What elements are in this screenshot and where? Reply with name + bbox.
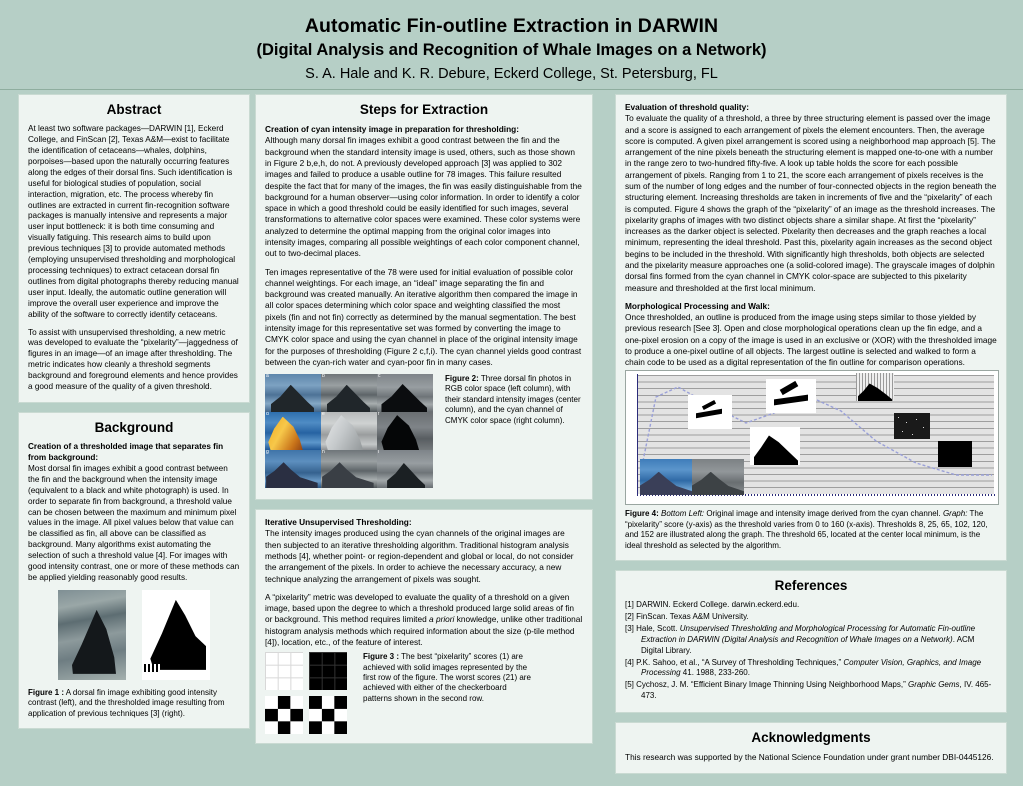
reference-text-a: Hale, Scott. xyxy=(636,623,680,633)
abstract-heading: Abstract xyxy=(106,102,162,117)
reference-text-b: . ACM Digital Library. xyxy=(641,634,975,655)
left-column xyxy=(18,94,250,738)
reference-text-italic: Computer Vision, Graphics, and Image Processing xyxy=(641,657,982,678)
reference-item xyxy=(625,624,997,657)
figure-4-label: Figure 4: xyxy=(625,509,659,519)
iterative-p2-italic: a priori xyxy=(429,614,455,625)
figure-4-cap-part-b: The “pixelarity” score (y-axis) as the threshold varies from 0 to 160 (x-axis). Thresholds 8, 25, 65, 102, 120, and 152 are illustrated along the graph. The threshold 65, located at the center local minimum, is the ideal threshold as selected by the algorithm. xyxy=(625,509,988,550)
iterative-p2-part-b: knowledge, unlike other traditional histogram analysis methods which required information about the size (p-tile method [4]), location, etc., of the feature of interest. xyxy=(265,614,583,647)
references-list xyxy=(625,600,997,702)
fin-shape xyxy=(266,462,318,488)
reference-number: [4] xyxy=(625,657,634,667)
fin-shape xyxy=(387,463,425,488)
figure-2-image-grid xyxy=(265,374,433,488)
threshold-thumb-8 xyxy=(688,395,732,429)
fig2-cell-f xyxy=(377,412,433,450)
reference-item xyxy=(625,658,997,680)
figure-4-intensity-image xyxy=(692,459,744,495)
fig2-cell-b xyxy=(321,374,377,412)
iterative-paragraph-2 xyxy=(265,592,583,648)
reference-text-a: P.K. Sahoo, et al., “A Survey of Thresholding Techniques,” xyxy=(636,657,844,667)
fig2-cell-label-c: c xyxy=(378,374,381,380)
reference-text-b: , IV. 465-473. xyxy=(641,680,992,701)
reference-number: [3] xyxy=(625,623,634,633)
figure-2-label: Figure 2: xyxy=(445,374,479,384)
background-panel xyxy=(18,412,250,729)
fin-shape xyxy=(692,472,744,496)
threshold-thumb-120 xyxy=(894,413,930,439)
fin-silhouette xyxy=(72,610,116,674)
figure-1-label: Figure 1 : xyxy=(28,687,65,697)
fig2-cell-label-f: f xyxy=(378,412,380,418)
fin-shape xyxy=(381,415,420,450)
reference-number: [5] xyxy=(625,680,634,690)
fig2-cell-e xyxy=(321,412,380,450)
fin-shape xyxy=(325,415,364,450)
morphological-subheading: Morphological Processing and Walk: xyxy=(625,300,770,311)
reference-item xyxy=(625,612,997,623)
evaluation-panel xyxy=(615,94,1007,561)
steps-panel xyxy=(255,94,593,500)
fin-shape xyxy=(381,384,427,412)
fig2-cell-a xyxy=(265,374,321,412)
figure-4-cap-italic-2: Graph: xyxy=(942,509,968,519)
fin-shape xyxy=(268,417,304,450)
figure-4-caption xyxy=(625,509,997,551)
dorsal-fin-photo-original xyxy=(58,590,126,680)
fig2-cell-label-i: i xyxy=(378,450,380,456)
threshold-noise xyxy=(144,664,160,672)
iterative-subheading: Iterative Unsupervised Thresholding: xyxy=(265,517,412,528)
pixelarity-solid-black xyxy=(309,652,347,690)
abstract-paragraph-1: At least two software packages—DARWIN [1], Eckerd College, and FinScan [2], Texas A&M—exist to facilitate the identification of cetaceans—whales, dolphins, porpoises—based upon the naturally occurring features along the edges of their dorsal fins. Such identification is useful for biological studies of population, social interaction, migration, etc. The process whereby fin outlines are extracted in current fin-recognition software packages is manually intensive and represents a major user input bottleneck: it is both time consuming and visually fatiguing. This research aims to build upon previous techniques [3] to provide automated methods (employing unsupervised thresholding and morphological processing techniques) to extract cetacean dorsal fin outlines from digital photographs thereby reducing manual user input. Ideally, the automatic outline generation will improve the overall user experience and improve the ability of the software to correctly identify cetaceans. xyxy=(28,124,239,319)
fig2-cell-label-d: d xyxy=(266,412,269,418)
threshold-thumb-152 xyxy=(938,441,972,467)
reference-text-a: FinScan. Texas A&M University. xyxy=(636,612,749,622)
acknowledgments-heading: Acknowledgments xyxy=(751,730,871,746)
fig2-cell-label-a: a xyxy=(266,374,269,380)
morphological-paragraph-1: Once thresholded, an outline is produced from the image using steps similar to those yielded by previous research [See 3]. Open and close morphological operations clean up the fin edge, and a one-pixel erosion on a copy of the image is used in an exclusive or (XOR) with the thresholded image to produce a one-pixel outline of all objects. The largest outline is selected and walked to form a chain code to be used as a digital representation of the fin outline for comparison operations. xyxy=(625,312,997,368)
header-divider xyxy=(0,89,1023,90)
reference-number: [2] xyxy=(625,612,634,622)
pixelarity-checkerboard-b xyxy=(309,696,347,734)
figure-1-caption-text: A dorsal fin image exhibiting good intensity contrast (left), and the thresholded image resulting from application of previous techniques [3] (right). xyxy=(28,687,225,718)
dorsal-fin-thresholded xyxy=(142,590,210,680)
reference-text-italic: Graphic Gems xyxy=(907,680,960,690)
references-heading: References xyxy=(774,578,848,594)
iterative-thresholding-panel xyxy=(255,509,593,744)
fin-shape xyxy=(271,385,315,412)
steps-heading: Steps for Extraction xyxy=(359,102,489,117)
pixelarity-checkerboard-a xyxy=(265,696,303,734)
reference-text-italic: Unsupervised Thresholding and Morphological Processing for Automatic Fin-outline Extraction in DARWIN (Digital Analysis and Recognition of Whale Images on a Network) xyxy=(641,623,976,644)
poster-header xyxy=(0,0,1023,88)
figure-4-original-image xyxy=(640,459,692,495)
page-title: Automatic Fin-outline Extraction in DARWIN xyxy=(304,15,719,37)
background-heading: Background xyxy=(94,419,174,435)
background-paragraph-1: Most dorsal fin images exhibit a good contrast between the fin and the background when the intensity image (equivalent to a black and white photograph) is used. In order to separate fin from background, a threshold value can be chosen between the maximum and minimum pixel values in the image. All pixel values below that value can be classified as fin, all above can be classified as background. Many algorithms exist automating the selection of such a threshold value [4]. For images with good intensity contrast, one or more of these methods can be applied yielding reasonably good results. xyxy=(28,463,240,582)
fin-shape xyxy=(327,385,371,412)
reference-text-a: DARWIN. Eckerd College. darwin.eckerd.edu. xyxy=(636,600,800,610)
fin-shape xyxy=(640,472,692,496)
fig2-cell-c xyxy=(377,374,433,412)
steps-subheading: Creation of cyan intensity image in preparation for thresholding: xyxy=(265,124,520,135)
fig2-cell-g xyxy=(265,450,321,488)
steps-paragraph-2: Ten images representative of the 78 were used for initial evaluation of possible color channel weightings. For each image, an “ideal” image separating the fin and background was created manually. An iterative algorithm then compared the image in all color spaces determining which color space and weighting classified the most pixels (fin and not fin) correctly as determined by the manual segmentation. The best intensity image for this representative set was formed by converting the image to CMYK color space and using the cyan channel in place of the original intensity image for the purposes of thresholding (Figure 2 c,f,i). The cyan channel yields good contrast between the cyan-rich water and cyan-poor fin in many cases. xyxy=(265,266,582,367)
fin-shape xyxy=(322,462,374,488)
figure-1-caption xyxy=(28,688,240,719)
pixelarity-solid-white xyxy=(265,652,303,690)
figure-3-caption-text: The best “pixelarity” scores (1) are achieved with solid images represented by the first row of the figure. The worst scores (21) are achieved with either of the checkerboard patterns shown in the second row. xyxy=(363,652,531,703)
threshold-thumb-25 xyxy=(766,379,816,413)
figure-1-images xyxy=(28,590,240,680)
threshold-thumb-65 xyxy=(750,427,800,465)
figure-3-image-grid xyxy=(265,652,347,734)
abstract-paragraph-2: To assist with unsupervised thresholding, a new metric was developed to evaluate the “pixelarity”—jaggedness of figures in an image—of an image after thresholding. The metric indicates how cleanly a threshold segments background and foreground elements and hence provides a good measure of the quality of a given threshold. xyxy=(28,327,238,392)
fig2-cell-label-g: g xyxy=(266,450,269,456)
references-panel xyxy=(615,570,1007,713)
steps-paragraph-1: Although many dorsal fin images exhibit a good contrast between the fin and the background when the standard intensity image is used, others, such as those shown in Figure 2 b,e,h, do not. A previously developed approach [3] was applied to 302 images and failed to produce a usable outline for 78 images. This failure resulted despite the fact that for many of the images, the fin was easily distinguishable from the background for a human observer—using color information. In order to identify a color space in which a good threshold could be easily identified for such images, several transformations to alternative color spaces were examined. These color systems were analyzed to determine the optimal mapping from the original color images into intensity images, comparing all possible weightings of each color component channel, out to two-decimal places. xyxy=(265,135,582,259)
figure-3-caption xyxy=(363,652,533,704)
fig2-cell-i xyxy=(377,450,433,488)
reference-item xyxy=(625,600,997,611)
reference-text-a: Cychosz, J. M. “Efficient Binary Image Thinning Using Neighborhood Maps,” xyxy=(636,680,908,690)
author-line: S. A. Hale and K. R. Debure, Eckerd College, St. Petersburg, FL xyxy=(305,65,718,82)
middle-column xyxy=(255,94,593,753)
reference-item xyxy=(625,680,997,702)
fin-silhouette-bw xyxy=(148,600,206,670)
fig2-cell-label-h: h xyxy=(322,450,325,456)
fig2-cell-d xyxy=(265,412,321,450)
figure-3-label: Figure 3 : xyxy=(363,652,400,662)
figure-4-chart xyxy=(625,370,999,505)
fig2-cell-h xyxy=(321,450,380,488)
abstract-panel xyxy=(18,94,250,403)
figure-3-row xyxy=(265,652,583,734)
figure-2-row xyxy=(265,374,583,488)
iterative-paragraph-1: The intensity images produced using the cyan channels of the original images are then subjected to an iterative thresholding algorithm. Traditional histogram analysis methods [4], whether point- or region-dependent and global or local, do not consider the arrangement of the pixels. In order to achieve the necessary accuracy, a new technique analyzing the arrangement of pixels was sought. xyxy=(265,528,574,584)
right-column xyxy=(615,94,1007,783)
threshold-thumb-102 xyxy=(856,373,894,401)
fig2-cell-label-e: e xyxy=(322,412,325,418)
evaluation-subheading: Evaluation of threshold quality: xyxy=(625,102,749,112)
figure-2-caption xyxy=(445,374,583,426)
acknowledgments-text: This research was supported by the National Science Foundation under grant number DBI-0445126. xyxy=(625,752,994,763)
fig2-cell-label-b: b xyxy=(322,374,325,380)
page-subtitle: (Digital Analysis and Recognition of Whale Images on a Network) xyxy=(256,41,767,60)
figure-4-cap-italic-1: Bottom Left: xyxy=(661,509,705,519)
reference-number: [1] xyxy=(625,600,634,610)
figure-2-caption-text: Three dorsal fin photos in RGB color space (left column), with their standard intensity images (center column), and the cyan channel of CMYK color space (right column). xyxy=(445,374,581,425)
background-subheading: Creation of a thresholded image that separates fin from background: xyxy=(28,442,224,463)
evaluation-paragraph-1: To evaluate the quality of a threshold, a three by three structuring element is passed over the image and a score is assigned to each arrangement of pixels the element encounters. Then, the average score is computed. A given pixel arrangement is scored using a neighborhood map approach [5]. The arrangement of the nine pixels beneath the structuring element is mapped one-to-one with a number in the range zero to two-hundred fifty-five. A look up table holds the score for each possible arrangement of pixels. Ranging from 1 to 21, the score each arrangement of pixels receives is the sum of the number of long edges and the number of four-connected objects in the region beneath the structuring element. Increasing thresholds are taken in increments of five and the “pixelarity” of each is computed. Figure 4 shows the graph of the “pixelarity” of an image as the threshold increases. The pixelarity graphs of images with two distinct objects share a similar shape. At first the “pixelarity” increases as the darker object is selected. Pixelarity then decreases and the graph reaches a local minimum, representing the ideal threshold. Past this, pixelarity again increases as the second object begins to be included in the threshold. With significantly high thresholds, both objects are selected and the pixelarity measure approaches one (a solid-colored image). The grayscale images of dolphin dorsal fins formed from the cyan channel in CMYK color-space are subjected to this pixelarity measure and thresholded at the first local minimum. xyxy=(625,113,997,293)
acknowledgments-panel xyxy=(615,722,1007,773)
reference-text-b: 41. 1988, 233-260. xyxy=(680,668,750,678)
iterative-p2-part-a: A “pixelarity” metric was developed to evaluate the quality of a threshold on a given image, based upon the degree to which a threshold produced large solid areas of fin or background. This method requires limited xyxy=(265,591,575,625)
figure-4-cap-part-a: Original image and intensity image derived from the cyan channel. xyxy=(704,509,943,519)
